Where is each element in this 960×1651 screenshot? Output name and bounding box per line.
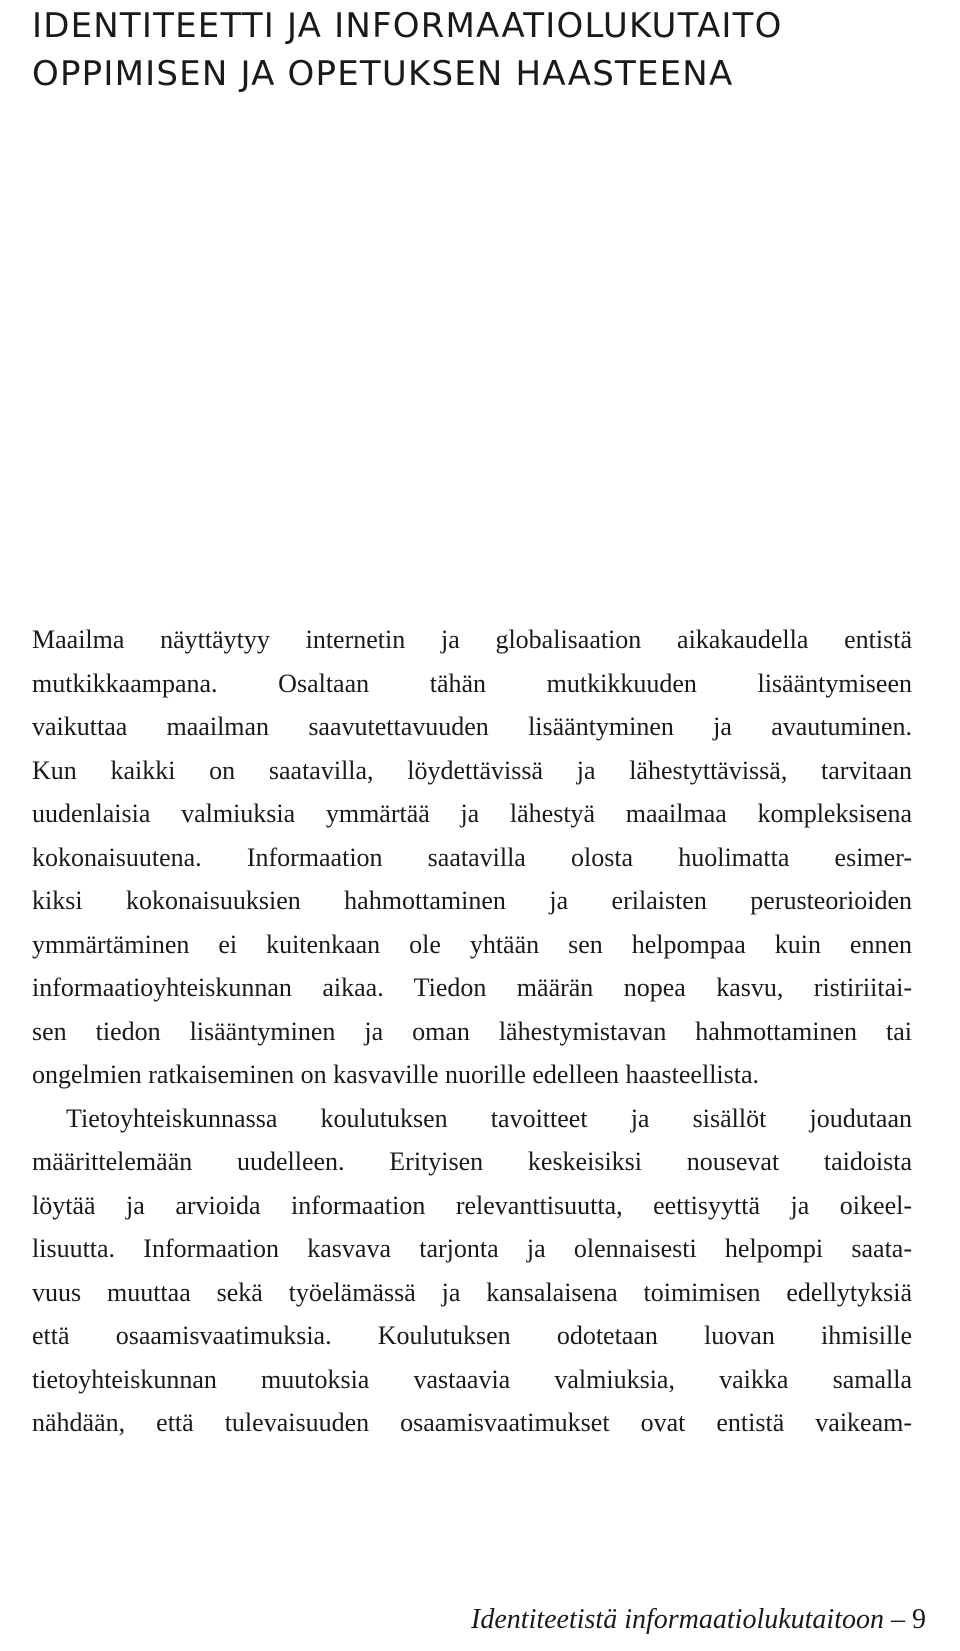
body-line: kokonaisuutena. Informaation saatavilla olosta huolimatta esimer- [32, 842, 912, 872]
body-line: ongelmien ratkaiseminen on kasvaville nuorille edelleen haasteellista. [32, 1060, 760, 1089]
body-line: Tietoyhteiskunnassa koulutuksen tavoitteet ja sisällöt joudutaan [66, 1103, 912, 1133]
body-line: löytää ja arvioida informaation relevanttisuutta, eettisyyttä ja oikeel- [32, 1190, 912, 1220]
chapter-title [32, 2, 932, 98]
body-line: tietoyhteiskunnan muutoksia vastaavia valmiuksia, vaikka samalla [32, 1364, 912, 1394]
body-line: että osaamisvaatimuksia. Koulutuksen odotetaan luovan ihmisille [32, 1321, 912, 1350]
body-line: vuus muuttaa sekä työelämässä ja kansalaisena toimimisen edellytyksiä [32, 1277, 912, 1307]
body-line: informaatioyhteiskunnan aikaa. Tiedon määrän nopea kasvu, ristiriitai- [32, 973, 912, 1002]
body-line: nähdään, että tulevaisuuden osaamisvaatimukset ovat entistä vaikeam- [32, 1408, 912, 1437]
footer-separator: – [884, 1604, 912, 1635]
body-text [32, 618, 912, 1445]
chapter-title-line-2: OPPIMISEN JA OPETUKSEN HAASTEENA [32, 54, 734, 94]
running-footer [471, 1602, 926, 1638]
body-line: määrittelemään uudelleen. Erityisen keskeisiksi nousevat taidoista [32, 1147, 912, 1176]
chapter-title-line-1: IDENTITEETTI JA INFORMAATIOLUKUTAITO [32, 6, 783, 46]
body-line: sen tiedon lisääntyminen ja oman lähestymistavan hahmottaminen tai [32, 1016, 912, 1046]
running-title: Identiteetistä informaatiolukutaitoon [471, 1604, 884, 1635]
body-line: Maailma näyttäytyy internetin ja globalisaation aikakaudella entistä [32, 625, 912, 654]
body-line: uudenlaisia valmiuksia ymmärtää ja lähestyä maailmaa kompleksisena [32, 799, 912, 828]
page-number: 9 [912, 1604, 926, 1635]
body-line: vaikuttaa maailman saavutettavuuden lisääntyminen ja avautuminen. [32, 712, 912, 741]
body-line: Kun kaikki on saatavilla, löydettävissä ja lähestyttävissä, tarvitaan [32, 755, 912, 785]
body-line: kiksi kokonaisuuksien hahmottaminen ja erilaisten perusteorioiden [32, 886, 912, 915]
body-line: lisuutta. Informaation kasvava tarjonta ja olennaisesti helpompi saata- [32, 1234, 912, 1263]
body-line: mutkikkaampana. Osaltaan tähän mutkikkuuden lisääntymiseen [32, 668, 912, 698]
body-line: ymmärtäminen ei kuitenkaan ole yhtään sen helpompaa kuin ennen [32, 929, 912, 959]
